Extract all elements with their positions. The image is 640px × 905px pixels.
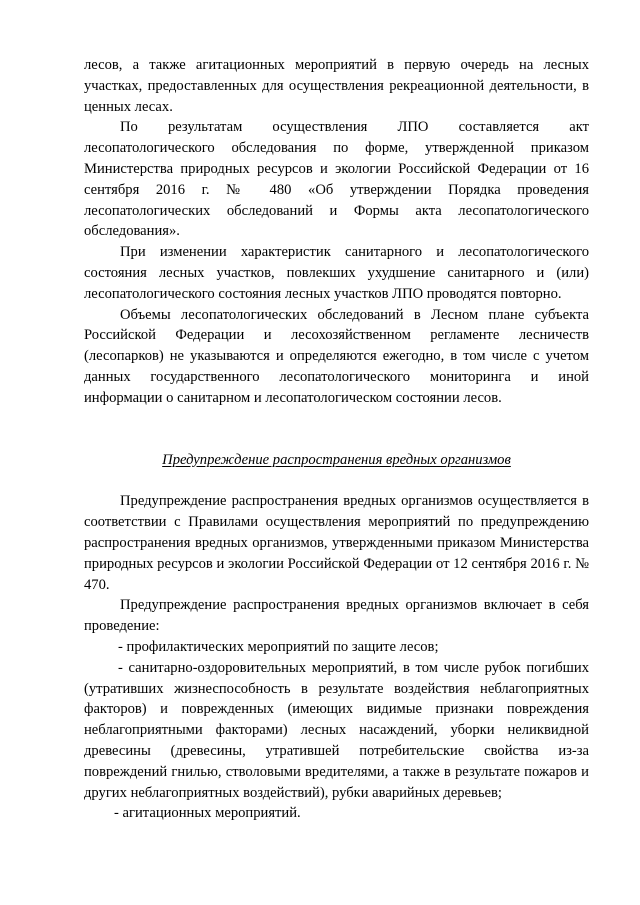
- list-item-sanitary: - санитарно-оздоровительных мероприятий, в том числе рубок погибших (утративших жизнеспособность в результате воздействия неблагоприятных факторов) и поврежденных (имеющих видимые признаки повреждения неблагоприятными факторами) лесных насаждений, уборки неликвидной древесины (древесины, утратившей потребительские свойства из-за повреждений гнилью, стволовыми вредителями, а также в результате пожаров и других неблагоприятных воздействий), рубки аварийных деревьев;: [84, 659, 589, 801]
- paragraph-prevention-rules: Предупреждение распространения вредных организмов осуществляется в соответствии с Правилами осуществления мероприятий по предупреждению распространения вредных организмов, утвержденными приказом Министерства природных ресурсов и экологии Российской Федерации от 12 сентября 2016 г. № 470.: [84, 493, 589, 593]
- list-item-prophylactic: - профилактических мероприятий по защите лесов;: [118, 638, 439, 655]
- paragraph-prevention-includes: Предупреждение распространения вредных организмов включает в себя проведение:: [84, 597, 589, 635]
- document-page: [84, 55, 589, 824]
- paragraph-lpo-volumes: Объемы лесопатологических обследований в Лесном плане субъекта Российской Федерации и лесохозяйственном регламенте лесничеств (лесопарков) не указываются и определяются ежегодно, в том числе с учетом данных государственного лесопатологического мониторинга и иной информации о санитарном и лесопатологическом состоянии лесов.: [84, 306, 589, 406]
- list-item-agitation: - агитационных мероприятий.: [114, 805, 301, 822]
- section-heading: Предупреждение распространения вредных организмов: [162, 451, 511, 468]
- paragraph-continuation: лесов, а также агитационных мероприятий в первую очередь на лесных участках, предоставленных для осуществления рекреационной деятельности, в ценных лесах.: [84, 57, 589, 115]
- paragraph-lpo-act: По результатам осуществления ЛПО составляется акт лесопатологического обследования по форме, утвержденной приказом Министерства природных ресурсов и экологии Российской Федерации от 16 сентября 2016 г. № 480 «Об утверждении Порядка проведения лесопатологических обследований и Формы акта лесопатологического обследования».: [84, 119, 589, 240]
- paragraph-repeat-lpo: При изменении характеристик санитарного и лесопатологического состояния лесных участков, повлекших ухудшение санитарного и (или) лесопатологического состояния лесных участков ЛПО проводятся повторно.: [84, 244, 589, 302]
